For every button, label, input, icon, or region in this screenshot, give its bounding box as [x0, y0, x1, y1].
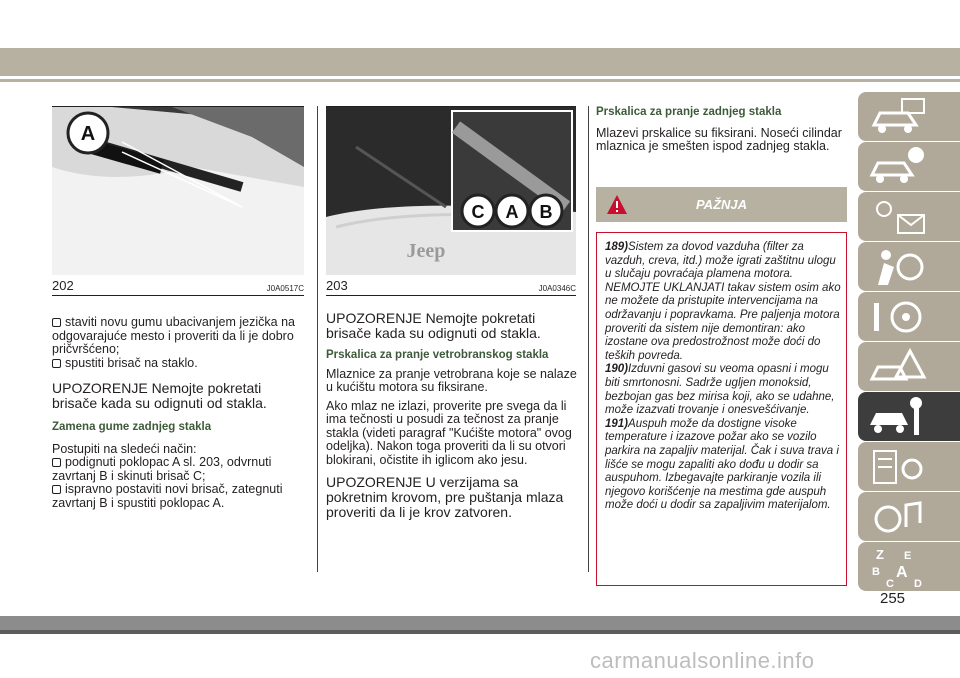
section-heading: Prskalica za pranje vetrobranskog stakla [326, 349, 549, 361]
list-item: podignuti poklopac A sl. 203, odvrnuti zavrtanj B i skinuti brisač C; [52, 455, 272, 483]
section-heading: Zamena gume zadnjeg stakla [52, 421, 212, 433]
paragraph: Mlaznice za pranje vetrobrana koje se nalaze u kućištu motora su fiksirane. [326, 366, 577, 394]
tab-alphabet-index[interactable] [858, 542, 960, 591]
col2-text [326, 311, 578, 520]
svg-text:E: E [904, 550, 912, 562]
car-dashboard-icon [868, 95, 928, 139]
list-item: staviti novu gumu ubacivanjem jezička na odgovarajuće mesto i proveriti da li je dobro pričvršćeno; [52, 315, 295, 356]
caution-box [596, 232, 847, 586]
figure-202-photo [52, 107, 304, 275]
figure-202-caption [52, 278, 304, 293]
warning-text: UPOZORENJE Nemojte pokretati brisače kada su odignuti od stakla. [326, 310, 541, 341]
tab-steering-wheel[interactable] [858, 292, 960, 341]
warning-triangle-car-icon [868, 345, 928, 389]
tab-lights-mail[interactable] [858, 192, 960, 241]
media-icon [868, 495, 928, 539]
bottom-band-line [0, 630, 960, 634]
tab-car-wrench[interactable] [858, 392, 960, 441]
note-191: 191)Auspuh može da dostigne visoke temperature i izazove požar ako se vozilo parkira na zapaljiv materijal. Čak i suva trava i lišće se mogu zapaliti ako dođu u dodir sa auspuhom. Izbegavajte parkiranje vozila ili njegovo korišćenje na mestima gde auspuh može doći u dodir sa zapaljivim materijalom. [605, 417, 839, 512]
figure-203-caption [326, 278, 576, 293]
settings-list-icon [868, 445, 928, 489]
top-band-line [0, 79, 960, 82]
photo-callout-c: C [471, 202, 485, 222]
caution-title: PAŽNJA [695, 197, 748, 212]
note-190: 190)Izduvni gasovi su veoma opasni i mogu biti smrtonosni. Sadrže ugljen monoksid, bezbojan gas bez mirisa koji, ako se udahne, može izazvati trovanje i onesvešćivanje. [605, 363, 835, 417]
watermark: carmanualsonline.info [590, 648, 815, 673]
alphabet-index-icon [868, 545, 928, 589]
tab-media[interactable] [858, 492, 960, 541]
svg-text:B: B [872, 566, 880, 578]
caution-header [596, 187, 847, 222]
paragraph: Mlazevi prskalice su fiksirani. Noseći cilindar mlaznica je smešten ispod zadnjeg stakla. [596, 125, 842, 153]
figure-rule-bottom [52, 295, 304, 296]
warning-text: UPOZORENJE Nemojte pokretati brisače kada su odignuti od stakla. [52, 380, 267, 411]
note-189: 189)Sistem za dovod vazduha (filter za vazduh, creva, itd.) može igrati zaštitnu ulogu u slučaju povraćaja plamena motora. NEMOJTE UKLANJATI takav sistem osim ako ne možete da pristupite intervencijama na održavanju i popravkama. Pre paljenja motora proveriti da sistem nije demontiran: ako izostane ova predostrožnost može doći do teških povreda. [605, 241, 841, 362]
photo-callout-a: A [505, 202, 519, 222]
tab-car-info[interactable] [858, 142, 960, 191]
caution-notes [605, 241, 841, 513]
checkbox-bullet-icon [52, 318, 61, 327]
column-divider [588, 106, 589, 572]
svg-text:A: A [896, 564, 908, 581]
svg-text:C: C [886, 578, 894, 589]
top-band-bar [0, 48, 960, 76]
figure-code: J0A0346C [538, 284, 576, 293]
tab-car-dashboard[interactable] [858, 92, 960, 141]
checkbox-bullet-icon [52, 485, 61, 494]
figure-rule-bottom [326, 295, 576, 296]
steering-wheel-icon [868, 295, 928, 339]
page-number: 255 [880, 590, 906, 607]
tab-seatbelt-airbag[interactable] [858, 242, 960, 291]
tab-warning-car[interactable] [858, 342, 960, 391]
figure-number: 203 [326, 278, 348, 293]
checkbox-bullet-icon [52, 359, 61, 368]
jeep-logo: Jeep [406, 240, 446, 262]
checkbox-bullet-icon [52, 458, 61, 467]
figure-203-photo [326, 107, 576, 275]
car-wrench-icon [868, 395, 928, 439]
intro-text: Postupiti na sledeći način: [52, 441, 197, 456]
seatbelt-airbag-icon [868, 245, 928, 289]
photo-callout-a: A [80, 123, 96, 145]
tab-settings-list[interactable] [858, 442, 960, 491]
bottom-band [0, 616, 960, 630]
car-info-icon [868, 145, 928, 189]
photo-callout-b: B [539, 202, 553, 222]
svg-text:Z: Z [876, 547, 884, 562]
lights-mail-icon [868, 195, 928, 239]
figure-code: J0A0517C [266, 284, 304, 293]
col1-text [52, 316, 306, 510]
top-band [0, 0, 960, 48]
column-divider [317, 106, 318, 572]
paragraph: Ako mlaz ne izlazi, proverite pre svega da li ima tečnosti u posudi za tečnost za pranje stakla (videti paragraf "Kućište motora" ovog odeljka). Nakon toga proveriti da li su otvori blokirani, očistite ih iglicom ako jesu. [326, 398, 572, 467]
list-item: spustiti brisač na staklo. [52, 357, 306, 371]
figure-number: 202 [52, 278, 74, 293]
list-item: ispravno postaviti novi brisač, zategnuti zavrtanj B i spustiti poklopac A. [52, 482, 283, 510]
section-heading: Prskalica za pranje zadnjeg stakla [596, 106, 782, 118]
warning-text: UPOZORENJE U verzijama sa pokretnim krovom, pre puštanja mlaza proveriti da li je krov zatvoren. [326, 474, 564, 520]
col3-text [596, 106, 848, 154]
svg-text:D: D [914, 578, 922, 589]
